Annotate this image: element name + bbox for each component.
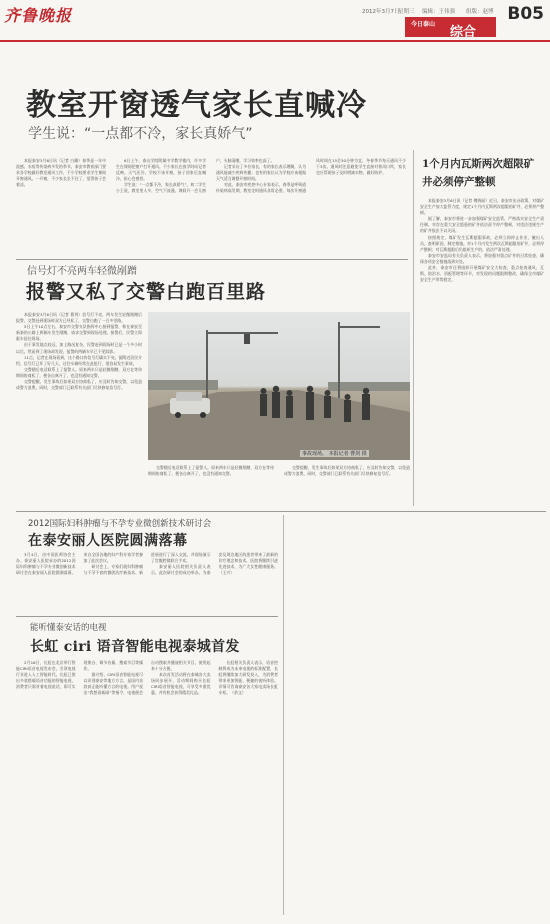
issue-date: 2012年3月7日 (362, 9, 400, 15)
lead-paragraph: 对此，泰安市疾控中心专家表示，春季是呼吸道传染病高发期，教室定时通风非常必要。每次开窗通风时间在15至30分钟为宜，冬春季节每天通风不少于3次。通风时注意避免学生直接对着风口吹，家长也应帮助孩子及时增减衣物，做好防护。 (216, 158, 406, 194)
story3-paragraph: 研讨会上，专家们就妇科肿瘤与不孕不育的微创治疗新技术、新进展进行了深入交流，并现场演示了宫腹腔镜联合手术。 (83, 552, 211, 576)
story2-paragraph: 11点，记者在现场看到，这个路口的信号灯确实不亮。据附近居民介绍，信号灯已坏了好几天，过往车辆经常在此抢行，很容易发生事故。 (16, 354, 142, 366)
side-paragraph: 按照规定，煤矿发生瓦斯超限事故，必须立即停止作业，撤出人员，查明原因，制定措施。对1个月内发生两次瓦斯超限的矿井，必须停产整顿；对瓦斯超限后仍组织生产的，依法严肃处理。 (420, 234, 544, 252)
side-paragraph: 泰安市安监局有关负责人表示，将加强对重点矿井的日常检查，确保各项安全措施落到实处。 (420, 252, 544, 264)
story3-paragraph: 泰安丽人医院相关负责人表示，此次研讨会的成功举办，为泰安及周边地区的患者带来了最新的诊疗理念和技术，医院将继续引进先进技术，为广大女性健康服务。（王兴） (151, 552, 278, 576)
story3-body (16, 552, 278, 614)
story3-paragraph: 3月4日，由中国医师协会主办、泰安丽人医院承办的2012国际妇科肿瘤与不孕专业微创新技术研讨会在泰安丽人医院圆满落幕。来自全国各地的妇产科专家学者参加了此次会议。 (16, 552, 143, 576)
side-paragraph: 此外，泰安市还将组织开展煤矿安全大检查，重点检查通风、瓦斯、防治水、顶板管理等环节，对发现的问题限期整改，确保全市煤矿安全生产形势稳定。 (420, 265, 544, 283)
story2-paragraph: 本报泰安3月6日讯（记者 曹剑）信号灯不亮，两车发生轻微剐蹭后报警，交警赶到现场时双方已经私了，交警白跑了一百多里路。 (16, 312, 142, 324)
story2-paragraph: 交警随后电话联系上了报警人。原来两车只是轻微剐蹭，双方在等待期间协商私了，便各自离开了，也没有通知交警。 (148, 465, 274, 477)
section-name: 综合 (450, 25, 477, 40)
masthead-logo: 齐鲁晚报 (4, 6, 73, 25)
side-headline-text: 1个月内瓦斯两次超限矿井必须停产整顿 (422, 158, 535, 188)
story2-paragraph: 交警提醒，发生事故后如果双方协商私了，应及时告知交警，以免造成警力浪费。同时，交警部门已联系有关部门尽快修复信号灯。 (284, 465, 410, 477)
story2-paragraph: 5日上午10点左右，泰安市交警支队指挥中心接到报警，称在泰安至新泰的公路上两辆车发生剐蹭，请求交警到现场处理。接警后，民警立即驱车赶往现场。 (16, 324, 142, 342)
side-paragraph: 本报泰安3月6日讯（记者 傅海丽）近日，泰安市出台政策，对煤矿安全生产加大监管力度，规定1个月内瓦斯两次超限的矿井，必须停产整顿。 (420, 198, 544, 216)
lower-divider (283, 515, 284, 915)
designer-credit: 组版：赵博 (466, 9, 494, 15)
section-tag: 今日泰山 (411, 21, 436, 28)
story4-body (16, 660, 278, 916)
story4-kicker: 能听懂泰安话的电视 (30, 623, 107, 633)
story3-headline: 在泰安丽人医院圆满落幕 (28, 533, 188, 549)
story2-body (16, 312, 142, 508)
story2-headline: 报警又私了交警白跑百里路 (26, 281, 267, 303)
story2-rule (16, 259, 408, 260)
lead-subhead: 学生说：“一点都不冷，家长真娇气” (28, 126, 253, 142)
story4-paragraph: 据介绍，CIRI语音智能电视可以识别泰安等地方方言，是国内首款真正能听懂方言的电视。用户说出“我想看新闻”等指令，电视便会自动搜索并播放相关节目，使用起来十分方便。 (83, 660, 211, 696)
photo-caption: 事故现场。 本报记者 曹剑 摄 (302, 451, 367, 457)
lead-paragraph: 记者采访了多位家长，有的家长表示理解，认为通风能减少疾病传播；也有的家长认为学校应该根据天气适当调整开窗时间。 (216, 164, 306, 182)
section-banner (405, 17, 496, 40)
side-body (420, 198, 544, 506)
issue-weekday: 星期三 (398, 9, 415, 15)
story4-paragraph: 长虹相关负责人表示，语音控制将成为未来电视的标准配置，长虹将继续加大研发投入，为消费者带来更加智能、便捷的视听体验。详情可咨询泰安各大家电卖场长虹专柜。（余文） (218, 660, 278, 696)
editor-credit: 编辑：王伟强 (422, 9, 456, 15)
story2-body-cont (148, 465, 410, 507)
story2-paragraph: 由于事发地点较远，加上路况复杂，民警赶到现场时已是一个多小时以后。然而到了现场却发现，报警的两辆车早已不见踪影。 (16, 342, 142, 354)
story2-kicker: 信号灯不亮两车轻微剐蹭 (27, 266, 137, 277)
story4-headline: 长虹 ciri 语音智能电视泰城首发 (30, 639, 240, 655)
story3-rule (16, 511, 546, 512)
masthead (0, 0, 550, 44)
lead-paragraph: 本报泰安3月6日讯（记者 白璐）春季是一年中流感、水痘等传染病多发的季节。泰安市教育部门要求各学校做好教室通风工作，不少学校要求学生课间开窗通风。一开窗，不少家长坐不住了，觉得孩子会着凉。 (16, 158, 106, 188)
story2-paragraph: 交警提醒，发生事故后如果双方协商私了，应及时告知交警，以免造成警力浪费。同时，交警部门已联系有关部门尽快修复信号灯。 (16, 379, 142, 391)
story4-paragraph: 本次首发活动将在泰城各大卖场同步展开，活动期间购买长虹CIRI语音智能电视，可享受多重优惠，并有机会获得精美礼品。 (151, 672, 211, 696)
lead-headline: 教室开窗透气家长直喊冷 (26, 88, 367, 123)
page-number: B05 (507, 4, 544, 24)
lower-right-blank-area (290, 515, 544, 915)
side-divider (413, 150, 414, 506)
accident-scene-photo (148, 312, 410, 460)
lead-paragraph: 学生说：“一点都不冷，家长真娇气”。初二学生小王说，教室里人多，空气不流通，课间开一会儿窗户，头脑清醒，学习效率也高了。 (116, 158, 275, 194)
photo-scene-illustration (148, 312, 410, 460)
side-paragraph: 据了解，泰安市将进一步加强煤矿安全监管，严格落实安全生产责任制，对存在重大安全隐患的矿井依法责令停产整顿，对违法违规生产的矿井依法予以关闭。 (420, 216, 544, 234)
story3-kicker: 2012国际妇科肿瘤与不孕专业微创新技术研讨会 (28, 519, 212, 529)
story4-paragraph: 2月16日，长虹在北京举行智能CIRI语音电视发布会，引领电视行业进入人工智能时代。长虹已推出多款搭载语音功能的智能电视，消费者只需对着电视说话，即可实现换台、调节音量、搜索节目等操作。 (16, 660, 143, 690)
masthead-rule (0, 40, 550, 42)
lead-paragraph: 6日上午，泰山学院附属中学教学楼内，许多学生在课间把窗户打开通风。不少家长在放学时向记者反映，天气还冷，学校不该开窗，孩子回家后直喊冷，担心会感冒。 (116, 158, 206, 182)
lead-body (16, 158, 406, 256)
side-headline (422, 155, 542, 191)
story2-paragraph: 交警随后电话联系上了报警人。原来两车只是轻微剐蹭，双方在等待期间协商私了，便各自离开了，也没有通知交警。 (16, 366, 142, 378)
story4-rule (16, 616, 278, 617)
